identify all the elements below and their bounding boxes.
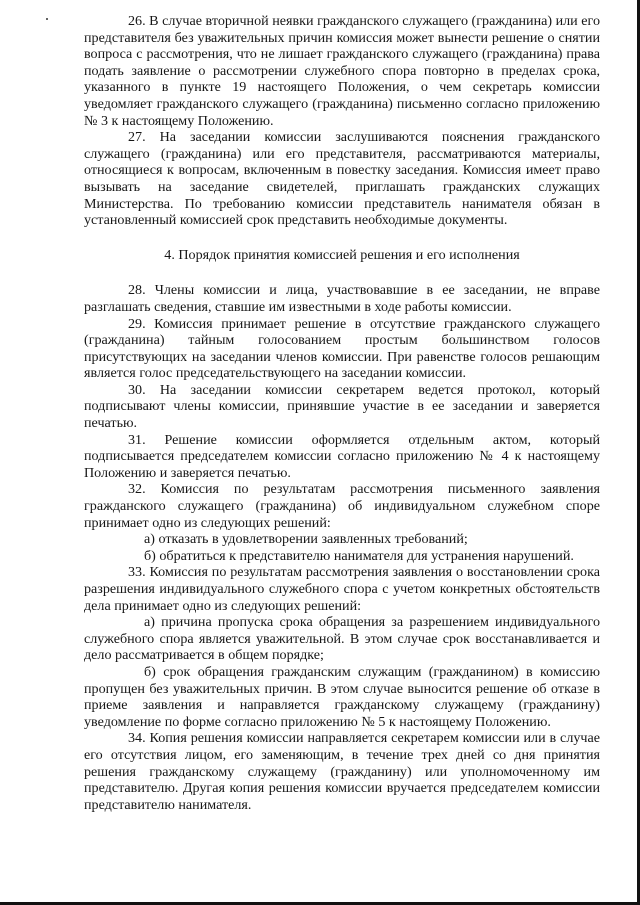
paragraph-34: 34. Копия решения комиссии направляется секретарем комиссии или в случае его отсутствия лицом, его заменяющим, в течение трех дней со дня принятия решения гражданскому служащему (гражданину) или уполномоченному им представителю. Другая копия решения комиссии вручается председателем комиссии представителю нанимателя. (84, 730, 600, 813)
section-heading-4: 4. Порядок принятия комиссией решения и его исполнения (164, 246, 520, 263)
paragraph-31: 31. Решение комиссии оформляется отдельным актом, который подписывается председателем комиссии согласно приложению № 4 к настоящему Положению и заверяется печатью. (84, 431, 600, 481)
paragraph-33-item-b: б) срок обращения гражданским служащим (гражданином) в комиссию пропущен без уважительных причин. В этом случае выносится решение об отказе в приеме заявления и направляется гражданскому служащему (гражданину) уведомление по форме согласно приложению № 5 к настоящему Положению. (84, 663, 600, 730)
paragraph-28: 28. Члены комиссии и лица, участвовавшие в ее заседании, не вправе разглашать сведения, ставшие им известными в ходе работы комиссии. (84, 282, 600, 315)
paragraph-29: 29. Комиссия принимает решение в отсутствие гражданского служащего (гражданина) тайным голосованием простым большинством голосов присутствующих на заседании членов комиссии. При равенстве голосов решающим является голос председательствующего на заседании комиссии. (84, 315, 600, 382)
paragraph-26: 26. В случае вторичной неявки гражданского служащего (гражданина) или его представителя без уважительных причин комиссия может вынести решение о снятии вопроса с рассмотрения, что не лишает гражданского служащего (гражданина) права подать заявление о рассмотрении служебного спора повторно в пределах срока, указанного в пункте 19 настоящего Положения, о чем секретарь комиссии уведомляет гражданского служащего (гражданина) письменно согласно приложению № 3 к настоящему Положению. (84, 13, 600, 129)
paragraph-27: 27. На заседании комиссии заслушиваются пояснения гражданского служащего (гражданина) или его представителя, рассматриваются материалы, относящиеся к вопросам, включенным в повестку заседания. Комиссия имеет право вызывать на заседание свидетелей, приглашать гражданских служащих Министерства. По требованию комиссии представитель нанимателя обязан в установленный комиссией срок представить необходимые документы. (84, 129, 600, 229)
paragraph-32-item-b: б) обратиться к представителю нанимателя для устранения нарушений. (144, 547, 574, 564)
paragraph-32-item-a: а) отказать в удовлетворении заявленных требований; (144, 531, 468, 548)
paragraph-33: 33. Комиссия по результатам рассмотрения заявления о восстановлении срока разрешения индивидуального служебного спора с учетом конкретных обстоятельств дела принимает одно из следующих решений: (84, 564, 600, 614)
paragraph-30: 30. На заседании комиссии секретарем ведется протокол, который подписывают члены комиссии, принявшие участие в ее заседании и заверяется печатью. (84, 381, 600, 432)
paragraph-32: 32. Комиссия по результатам рассмотрения письменного заявления гражданского служащего (гражданина) об индивидуальном служебном споре принимает одно из следующих решений: (84, 481, 600, 531)
paragraph-33-item-a: а) причина пропуска срока обращения за разрешением индивидуального служебного спора является уважительной. В этом случае срок восстанавливается и дело рассматривается в общем порядке; (84, 614, 600, 664)
scan-speck (46, 18, 48, 20)
